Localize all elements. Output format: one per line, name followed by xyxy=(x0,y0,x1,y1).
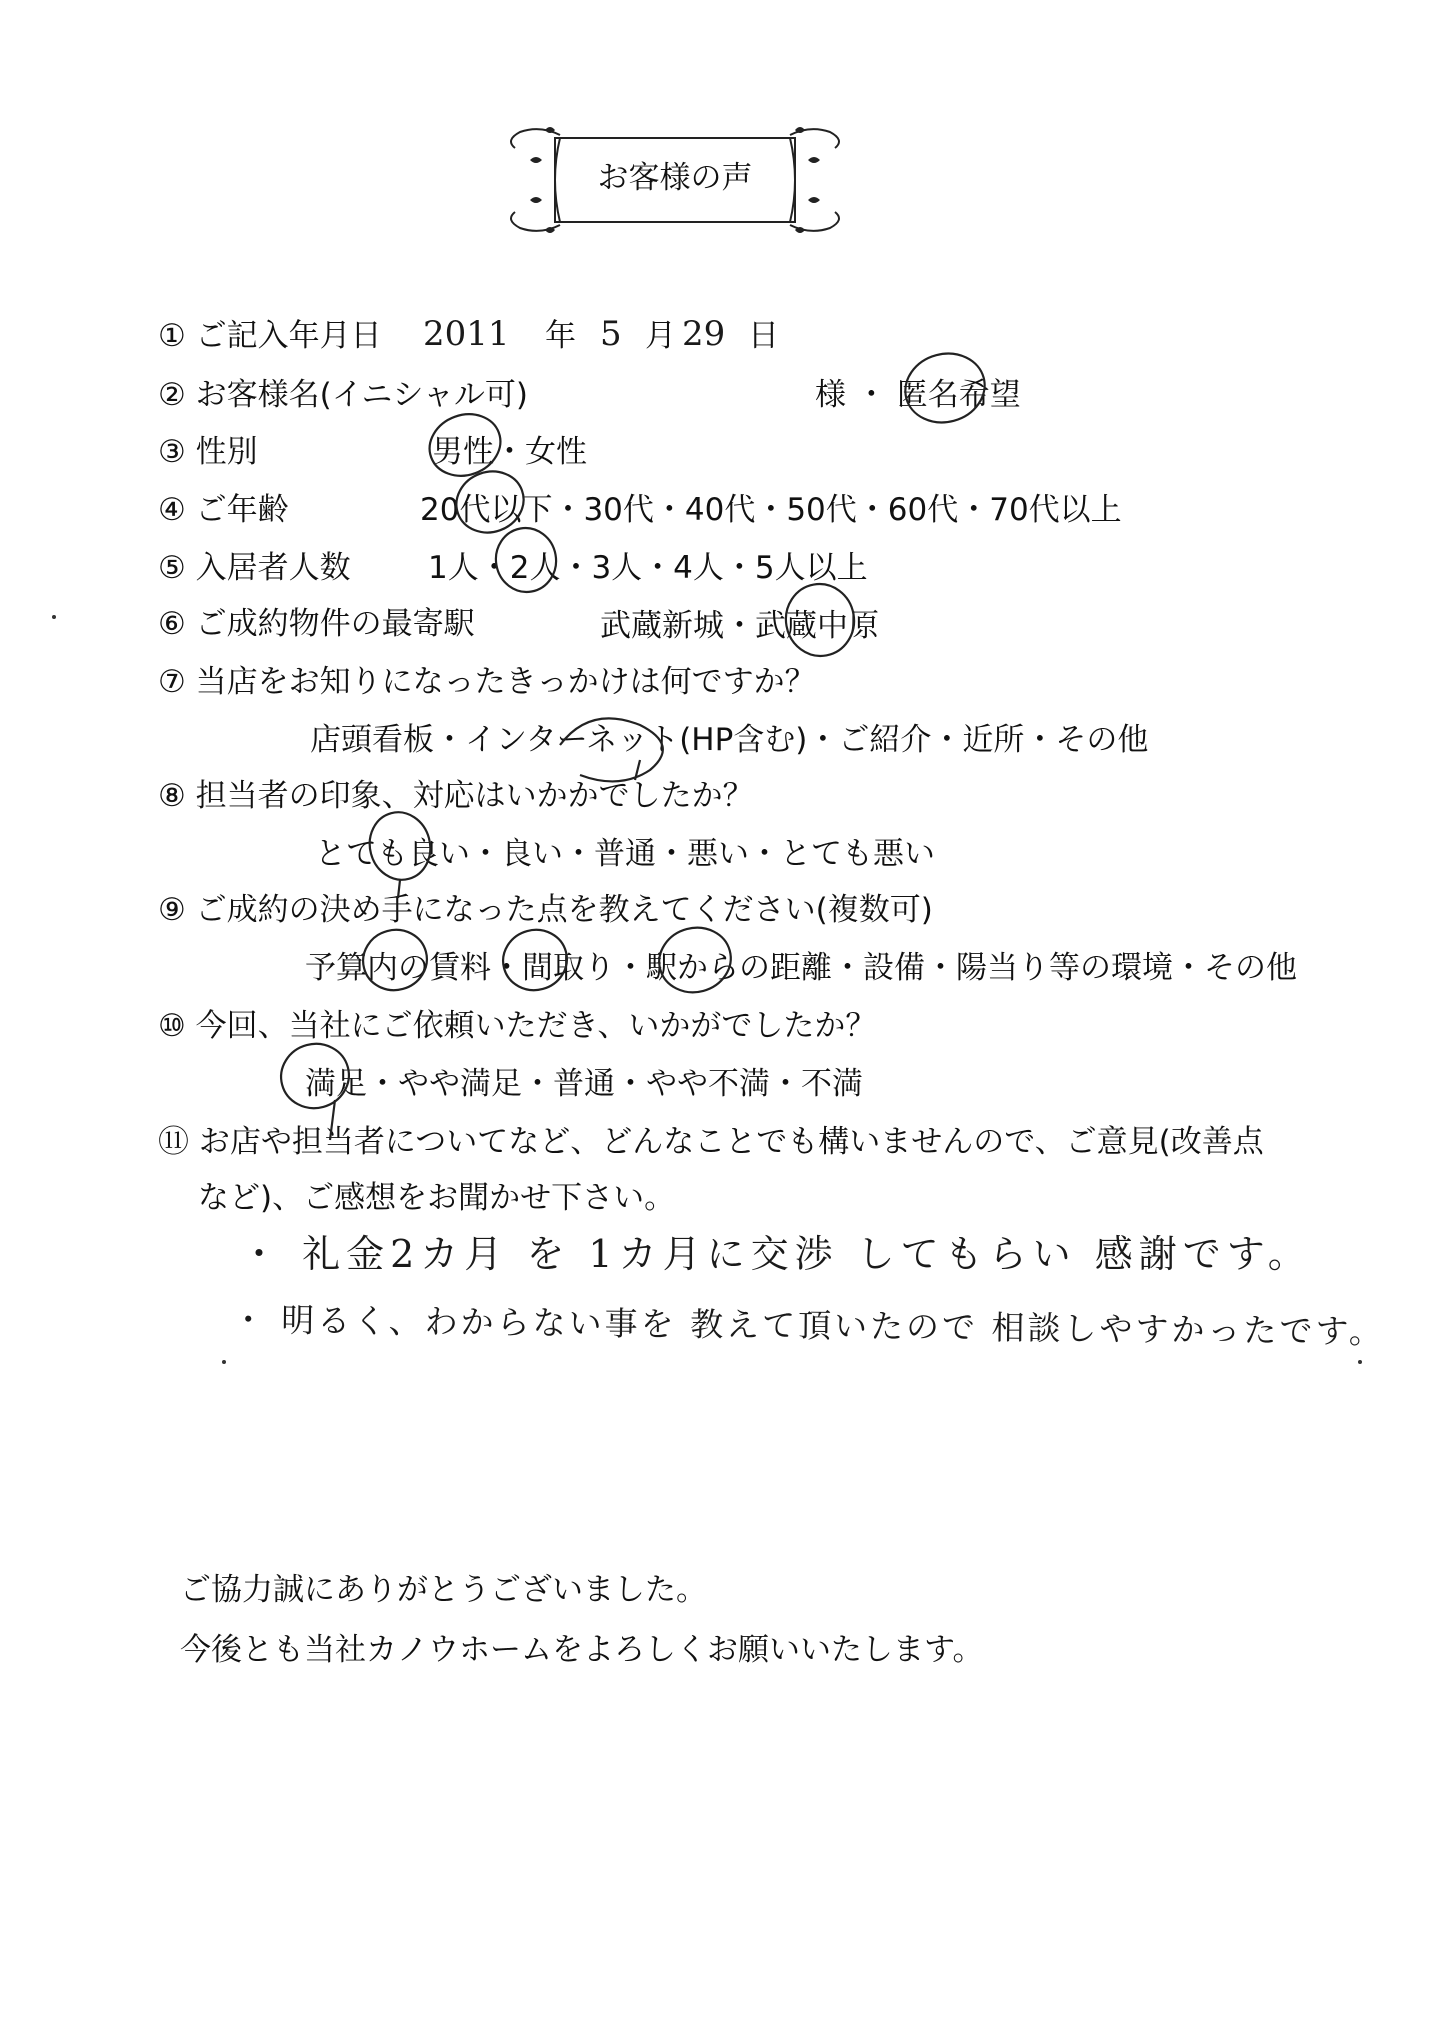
q9-options: 予算内の賃料・間取り・駅からの距離・設備・陽当り等の環境・その他 xyxy=(305,950,1297,986)
circle-factor-layout-mark xyxy=(496,923,573,998)
q1-year-unit: 年 xyxy=(545,318,576,354)
q10-label: ⑩ 今回、当社にご依頼いただき、いかがでしたか？ xyxy=(158,1008,877,1044)
q4-options: 20代以下・30代・40代・50代・60代・70代以上 xyxy=(420,492,1122,528)
q7-options: 店頭看板・インターネット(HP含む)・ご紹介・近所・その他 xyxy=(310,722,1149,758)
q6-label: ⑥ ご成約物件の最寄駅 xyxy=(158,606,475,642)
q3-options: 男性・女性 xyxy=(432,434,587,470)
q3-label: ③ 性別 xyxy=(158,434,258,470)
speck xyxy=(222,1360,226,1364)
speck xyxy=(52,615,56,619)
q2-anonymity-options: 様 ・ 匿名希望 xyxy=(815,377,1021,413)
q9-label: ⑨ ご成約の決め手になった点を教えてください(複数可) xyxy=(158,892,933,928)
circle-satisfaction-mark xyxy=(274,1036,356,1115)
circle-source-mark xyxy=(560,718,663,781)
q8-label: ⑧ 担当者の印象、対応はいかかでしたか？ xyxy=(158,778,754,814)
q5-label: ⑤ 入居者人数 xyxy=(158,550,351,586)
q4-label: ④ ご年齢 xyxy=(158,492,289,528)
q1-month-value: 5 xyxy=(600,314,622,354)
q1-day-value: 29 xyxy=(682,314,726,354)
q10-options: 満足・やや満足・普通・やや不満・不満 xyxy=(305,1066,863,1102)
circle-age-mark xyxy=(448,462,532,542)
q5-options: 1人・2人・3人・4人・5人以上 xyxy=(428,550,868,586)
circle-male-mark xyxy=(421,404,509,485)
q11-answer-line2: ・ 明るく、わからない事を 教えて頂いたので 相談しやすかったです。 xyxy=(231,1299,1386,1352)
circle-station-mark xyxy=(780,579,859,662)
circle-residents-mark xyxy=(491,523,561,596)
q7-label: ⑦ 当店をお知りになったきっかけは何ですか？ xyxy=(158,664,816,700)
q8-options: とても良い・良い・普通・悪い・とても悪い xyxy=(315,836,935,872)
circle-impression-mark xyxy=(362,805,438,886)
q6-options: 武蔵新城・武蔵中原 xyxy=(600,608,879,644)
page-title: お客様の声 xyxy=(597,160,753,196)
circle-factor-station-mark xyxy=(652,920,738,1000)
circle-factor-rent-mark xyxy=(356,923,433,998)
circle-anonymous-mark xyxy=(898,345,993,431)
speck xyxy=(1358,1360,1362,1364)
q2-label: ② お客様名(イニシャル可) xyxy=(158,377,528,413)
closing-thanks: ご協力誠にありがとうございました。 xyxy=(180,1572,707,1608)
q1-label: ① ご記入年月日 xyxy=(158,318,382,354)
q11-label-line1: ⑪ お店や担当者についてなど、どんなことでも構いませんので、ご意見(改善点 xyxy=(158,1124,1264,1160)
q1-month-unit: 月 xyxy=(645,318,676,354)
q1-day-unit: 日 xyxy=(748,318,779,354)
q11-label-line2: など)、ご感想をお聞かせ下さい。 xyxy=(198,1180,676,1216)
q1-year-value: 2011 xyxy=(423,314,510,354)
q11-answer-line1: ・ 礼金2カ月 を 1カ月に交渉 してもらい 感謝です。 xyxy=(240,1232,1312,1276)
closing-message: 今後とも当社カノウホームをよろしくお願いいたします。 xyxy=(180,1632,984,1668)
